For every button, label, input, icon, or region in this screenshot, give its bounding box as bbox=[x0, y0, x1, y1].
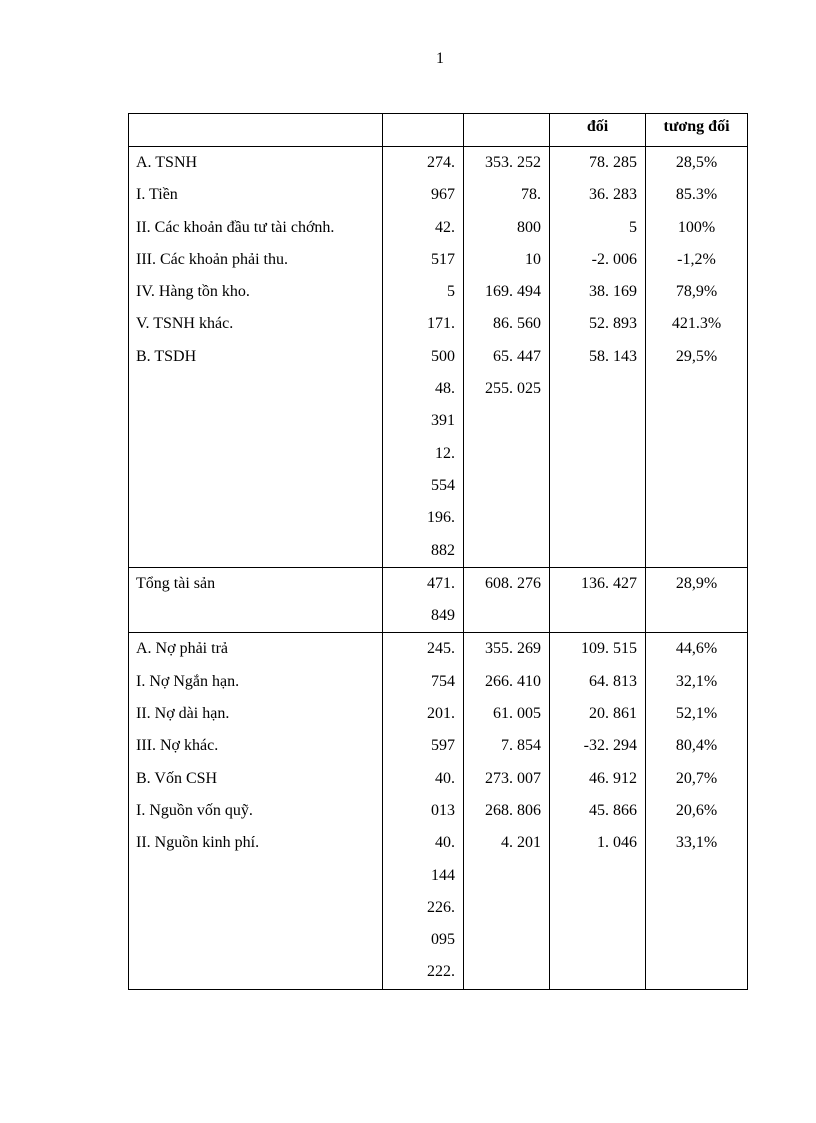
prior-year-value: 554 bbox=[431, 476, 455, 494]
relative-change-value-cell bbox=[646, 567, 748, 633]
current-year-value-cell bbox=[464, 147, 550, 568]
relative-change-value: 85.3% bbox=[675, 186, 718, 204]
prior-year-value: 274. bbox=[427, 154, 455, 171]
prior-year-value: 849 bbox=[431, 607, 455, 625]
item-label: II. Nguồn kinh phí. bbox=[136, 834, 260, 852]
item-label: V. TSNH khác. bbox=[136, 315, 234, 333]
current-year-value-cell bbox=[464, 567, 550, 633]
item-label: B. Vốn CSH bbox=[136, 769, 218, 787]
header-cell bbox=[129, 114, 383, 147]
current-year-value: 268. 806 bbox=[485, 801, 541, 819]
absolute-change-value: 20. 861 bbox=[589, 705, 637, 723]
relative-change-value: 29,5% bbox=[675, 347, 718, 365]
relative-change-value: 78,9% bbox=[675, 283, 718, 301]
prior-year-value: 245. bbox=[427, 640, 455, 658]
absolute-change-value: 5 bbox=[629, 218, 637, 236]
current-year-value: 65. 447 bbox=[493, 347, 541, 365]
absolute-change-value: 58. 143 bbox=[589, 347, 637, 365]
item-label: III. Các khoản phải thu. bbox=[136, 250, 288, 268]
prior-year-value: 12. bbox=[435, 444, 455, 462]
item-label: I. Nguồn vốn quỹ. bbox=[136, 801, 253, 819]
current-year-value: 61. 005 bbox=[493, 705, 541, 723]
prior-year-value-cell bbox=[383, 147, 464, 568]
absolute-change-value: -2. 006 bbox=[591, 250, 637, 268]
prior-year-value: 48. bbox=[435, 380, 455, 398]
relative-change-value: 100% bbox=[677, 218, 716, 236]
absolute-change-value: 78. 285 bbox=[589, 154, 637, 171]
prior-year-value: 5 bbox=[447, 283, 455, 301]
absolute-change-value: 1. 046 bbox=[597, 834, 637, 852]
balance-sheet-table bbox=[128, 113, 748, 990]
current-year-value: 169. 494 bbox=[485, 283, 541, 301]
prior-year-value: 391 bbox=[431, 412, 455, 430]
current-year-value: 10 bbox=[525, 250, 541, 268]
relative-change-value: 28,5% bbox=[675, 154, 718, 171]
header-cell bbox=[464, 114, 550, 147]
absolute-change-value: 64. 813 bbox=[589, 672, 637, 690]
prior-year-value: 517 bbox=[431, 250, 455, 268]
relative-change-value: 80,4% bbox=[675, 737, 718, 755]
absolute-change-value-cell bbox=[550, 633, 646, 989]
current-year-value: 355. 269 bbox=[485, 640, 541, 658]
item-label: I. Tiền bbox=[136, 186, 178, 204]
relative-change-value: 32,1% bbox=[675, 672, 718, 690]
prior-year-value: 226. bbox=[427, 898, 455, 916]
header-cell bbox=[383, 114, 464, 147]
absolute-change-value: 46. 912 bbox=[589, 769, 637, 787]
item-label-cell bbox=[129, 147, 383, 568]
item-label: II. Nợ dài hạn. bbox=[136, 705, 230, 723]
relative-change-value-cell bbox=[646, 147, 748, 568]
relative-change-value: 20,6% bbox=[675, 801, 718, 819]
table-section-row bbox=[129, 147, 748, 568]
item-label: Tổng tài sản bbox=[136, 574, 216, 592]
prior-year-value: 40. bbox=[435, 834, 455, 852]
absolute-change-value: -32. 294 bbox=[583, 737, 637, 755]
relative-change-value: 421.3% bbox=[671, 315, 722, 333]
item-label: III. Nợ khác. bbox=[136, 737, 219, 755]
current-year-value: 273. 007 bbox=[485, 769, 541, 787]
prior-year-value: 40. bbox=[435, 769, 455, 787]
item-label: A. TSNH bbox=[136, 154, 198, 171]
prior-year-value: 967 bbox=[431, 186, 455, 204]
prior-year-value: 144 bbox=[431, 866, 455, 884]
prior-year-value: 222. bbox=[427, 963, 455, 981]
absolute-change-value-cell bbox=[550, 147, 646, 568]
prior-year-value: 171. bbox=[427, 315, 455, 333]
item-label: II. Các khoản đầu tư tài chớnh. bbox=[136, 218, 335, 236]
absolute-change-value: 38. 169 bbox=[589, 283, 637, 301]
item-label: B. TSDH bbox=[136, 347, 197, 365]
relative-change-value: 44,6% bbox=[675, 640, 718, 658]
prior-year-value: 882 bbox=[431, 541, 455, 559]
current-year-value: 7. 854 bbox=[501, 737, 541, 755]
current-year-value: 608. 276 bbox=[485, 574, 541, 592]
absolute-change-value: 45. 866 bbox=[589, 801, 637, 819]
prior-year-value: 500 bbox=[431, 347, 455, 365]
absolute-change-value: 136. 427 bbox=[581, 574, 637, 592]
absolute-change-value: 36. 283 bbox=[589, 186, 637, 204]
header-cell-absolute-change: đối bbox=[550, 114, 646, 147]
current-year-value: 266. 410 bbox=[485, 672, 541, 690]
absolute-change-value: 52. 893 bbox=[589, 315, 637, 333]
current-year-value: 78. bbox=[521, 186, 541, 204]
relative-change-value: -1,2% bbox=[677, 250, 716, 268]
prior-year-value-cell bbox=[383, 633, 464, 989]
prior-year-value: 754 bbox=[431, 672, 455, 690]
prior-year-value: 597 bbox=[431, 737, 455, 755]
relative-change-value: 52,1% bbox=[675, 705, 718, 723]
item-label: IV. Hàng tồn kho. bbox=[136, 283, 250, 301]
prior-year-value-cell bbox=[383, 567, 464, 633]
prior-year-value: 095 bbox=[431, 931, 455, 949]
page-number: 1 bbox=[436, 50, 444, 67]
current-year-value: 4. 201 bbox=[501, 834, 541, 852]
prior-year-value: 42. bbox=[435, 218, 455, 236]
prior-year-value: 201. bbox=[427, 705, 455, 723]
absolute-change-value-cell bbox=[550, 567, 646, 633]
relative-change-value-cell bbox=[646, 633, 748, 989]
absolute-change-value: 109. 515 bbox=[581, 640, 637, 658]
table-body bbox=[129, 114, 748, 990]
table-section-row bbox=[129, 633, 748, 989]
table-section-row bbox=[129, 567, 748, 633]
relative-change-value: 33,1% bbox=[675, 834, 718, 852]
prior-year-value: 196. bbox=[427, 509, 455, 527]
prior-year-value: 471. bbox=[427, 574, 455, 592]
item-label-cell bbox=[129, 633, 383, 989]
current-year-value: 353. 252 bbox=[485, 154, 541, 171]
table-header-row bbox=[129, 114, 748, 147]
item-label: I. Nợ Ngắn hạn. bbox=[136, 672, 240, 690]
item-label-cell bbox=[129, 567, 383, 633]
current-year-value: 86. 560 bbox=[493, 315, 541, 333]
current-year-value: 800 bbox=[517, 218, 541, 236]
relative-change-value: 20,7% bbox=[675, 769, 718, 787]
header-cell-relative-change: tương đối bbox=[646, 114, 748, 147]
item-label: A. Nợ phải trả bbox=[136, 640, 228, 658]
prior-year-value: 013 bbox=[431, 801, 455, 819]
current-year-value-cell bbox=[464, 633, 550, 989]
relative-change-value: 28,9% bbox=[675, 574, 718, 592]
current-year-value: 255. 025 bbox=[485, 380, 541, 398]
